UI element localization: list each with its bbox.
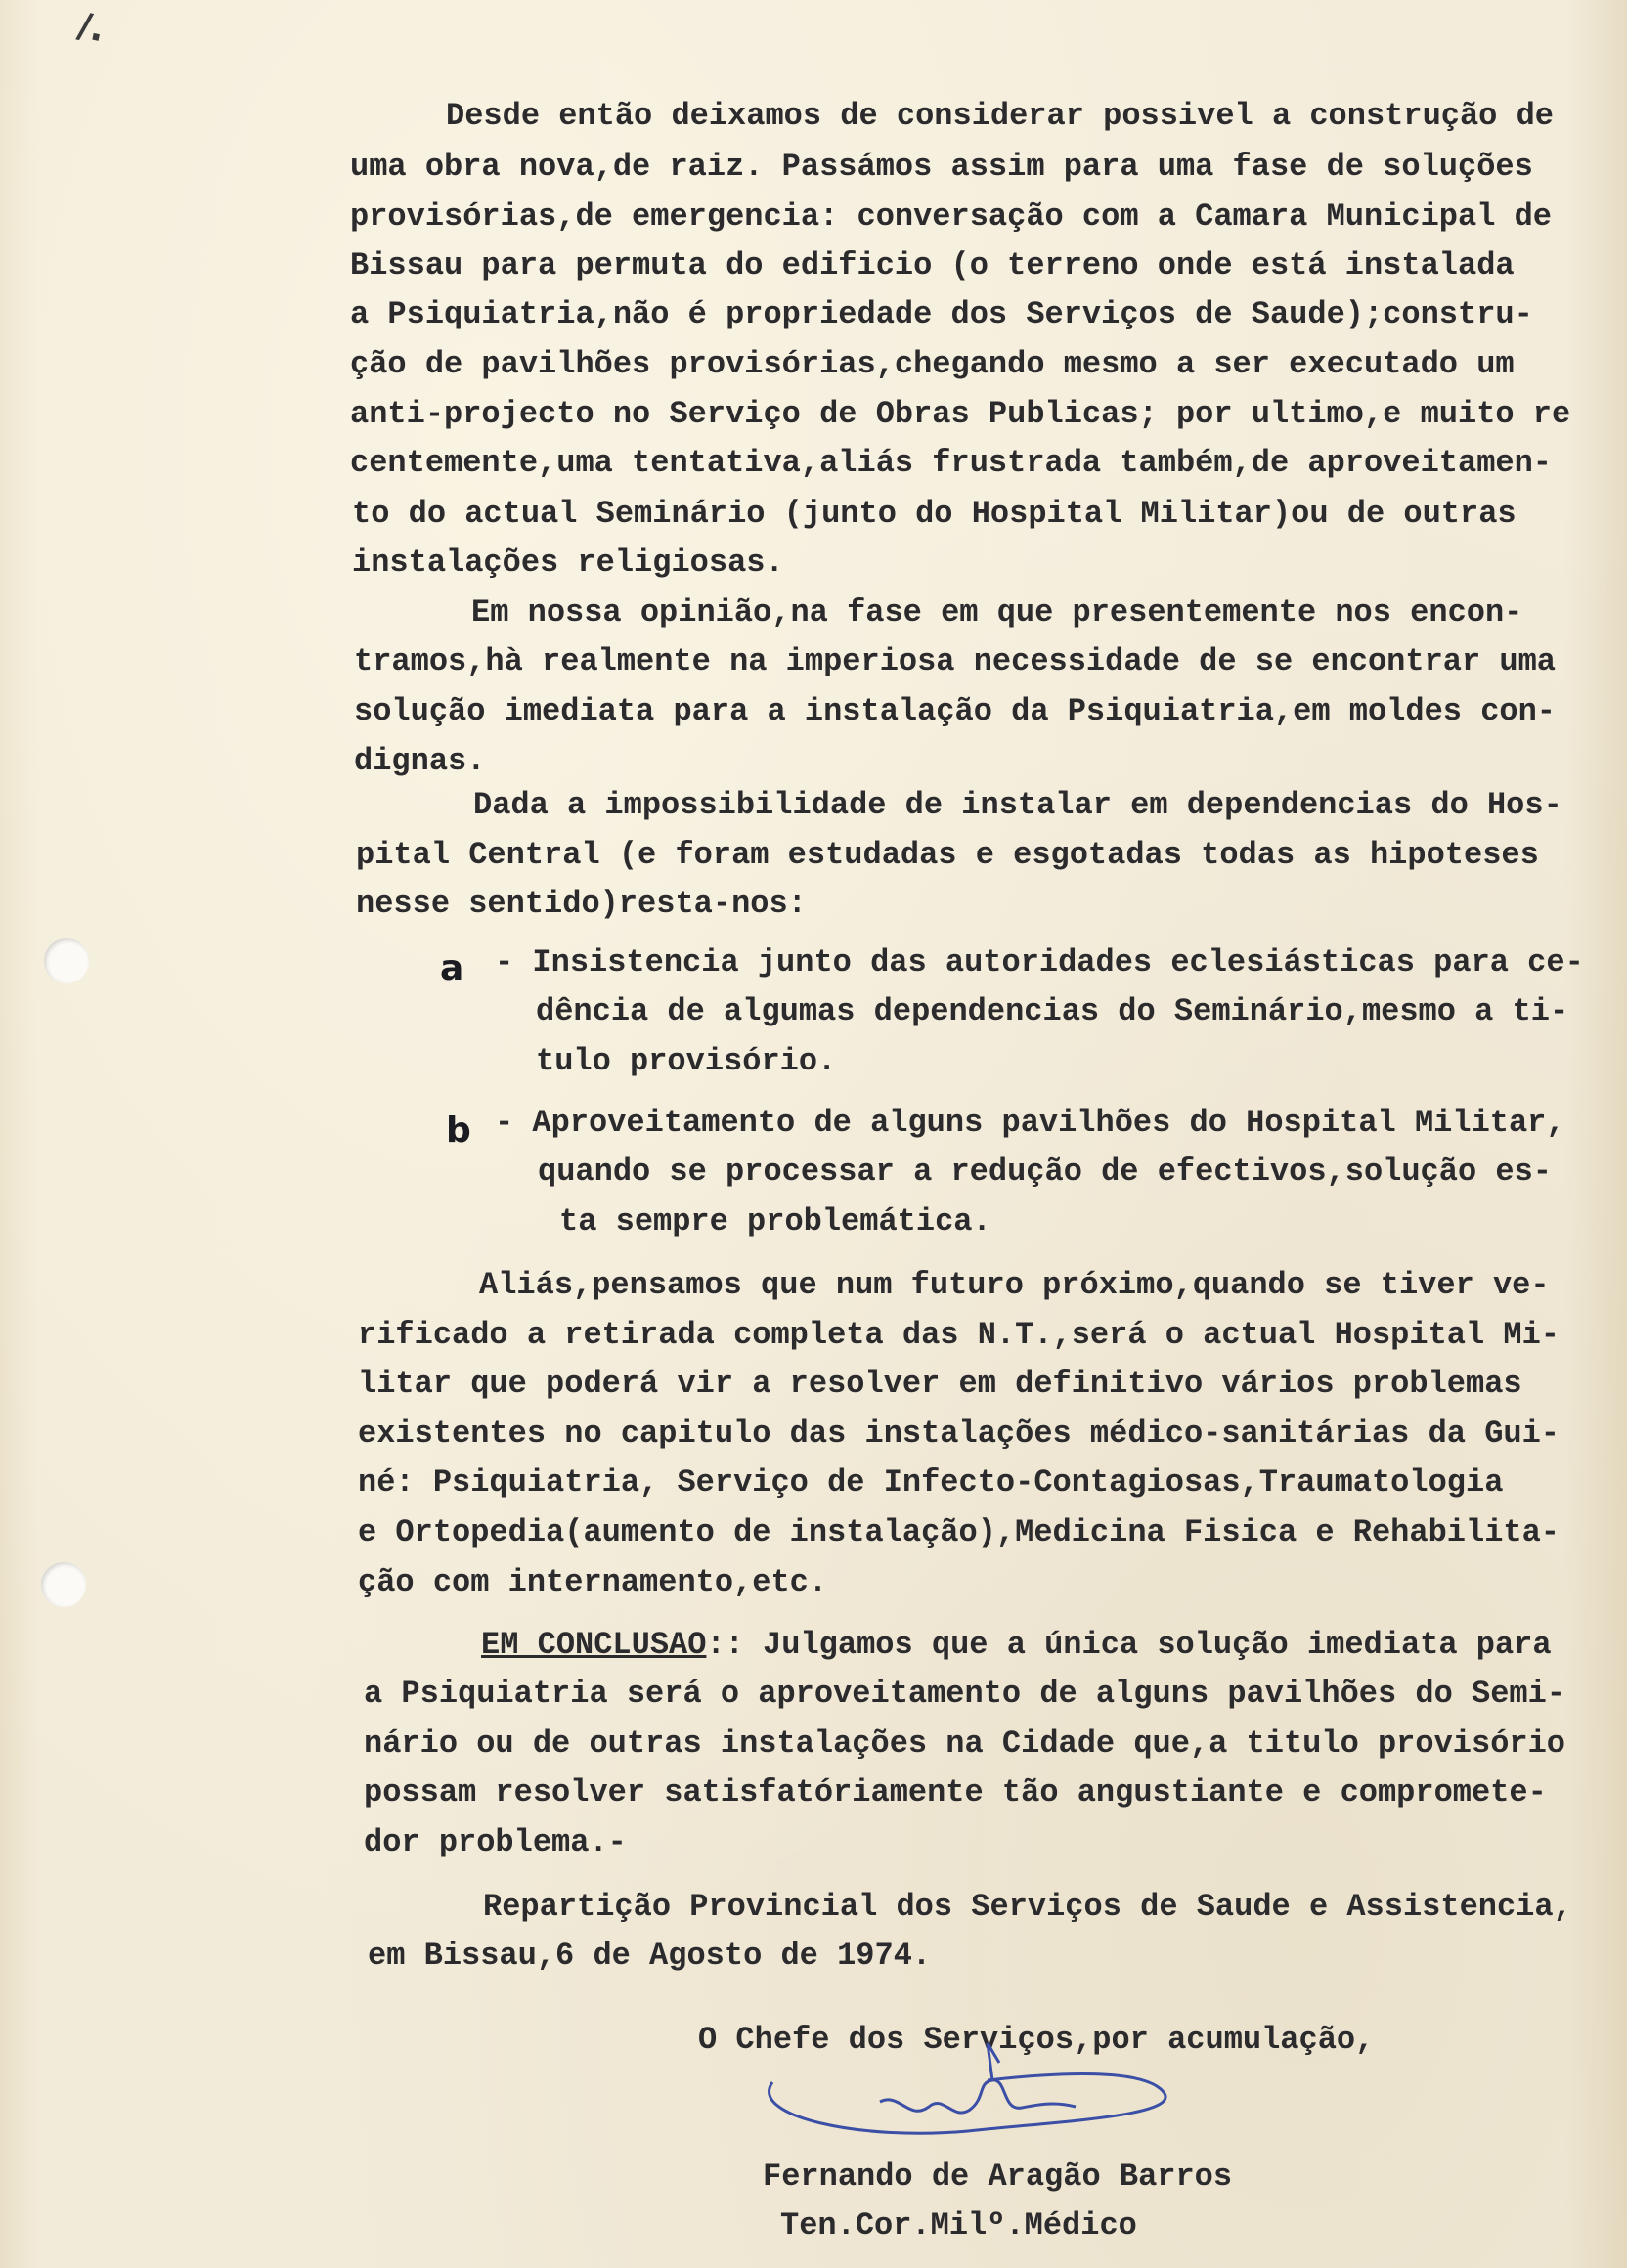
paragraph-2-line-1: Em nossa opinião,na fase em que presentemente nos encon-	[471, 594, 1523, 631]
paragraph-1-line-4: Bissau para permuta do edificio (o terreno onde está instalada	[350, 247, 1515, 284]
paragraph-1-line-3: provisórias,de emergencia: conversação com a Camara Municipal de	[350, 198, 1552, 235]
conclusion-first-text: :: Julgamos que a única solução imediata para	[706, 1627, 1552, 1663]
binder-hole-icon	[44, 938, 89, 983]
conclusion-line-2: a Psiquiatria será o aproveitamento de alguns pavilhões do Semi-	[364, 1676, 1565, 1712]
paragraph-1-line-7: anti-projecto no Serviço de Obras Publicas; por ultimo,e muito re	[350, 396, 1571, 432]
paragraph-1-line-1: Desde então deixamos de considerar possivel a construção de	[446, 98, 1554, 134]
item-a-line-3: tulo provisório.	[536, 1043, 837, 1079]
paragraph-4-line-3: litar que poderá vir a resolver em definitivo vários problemas	[358, 1366, 1522, 1402]
item-b-marker: b	[446, 1111, 471, 1151]
signer-rank: Ten.Cor.Milº.Médico	[780, 2207, 1137, 2244]
conclusion-line-3: nário ou de outras instalações na Cidade que,a titulo provisório	[364, 1725, 1565, 1762]
signoff-text: O Chefe dos Serviços,por acumulação,	[698, 2022, 1375, 2058]
conclusion-line-1	[481, 1627, 1552, 1663]
paragraph-1-line-2: uma obra nova,de raiz. Passámos assim para uma fase de soluções	[350, 149, 1533, 185]
paragraph-3-line-2: pital Central (e foram estudadas e esgotadas todas as hipoteses	[356, 837, 1539, 873]
paragraph-2-line-2: tramos,hà realmente na imperiosa necessidade de se encontrar uma	[354, 643, 1556, 679]
paragraph-4-line-5: né: Psiquiatria, Serviço de Infecto-Contagiosas,Traumatologia	[358, 1464, 1504, 1501]
paragraph-1-line-8: centemente,uma tentativa,aliás frustrada também,de aproveitamen-	[350, 445, 1552, 481]
paragraph-1-line-6: ção de pavilhões provisórias,chegando mesmo a ser executado um	[350, 346, 1515, 382]
handwritten-top-mark: /.	[74, 5, 109, 51]
binder-hole-icon	[41, 1562, 86, 1607]
item-a-line-2: dência de algumas dependencias do Seminário,mesmo a ti-	[536, 993, 1569, 1029]
item-a-line-1: - Insistencia junto das autoridades eclesiásticas para ce-	[495, 944, 1584, 981]
closing-line-2: em Bissau,6 de Agosto de 1974.	[368, 1938, 932, 1974]
item-b-line-3: ta sempre problemática.	[559, 1203, 991, 1240]
paragraph-2-line-3: solução imediata para a instalação da Psiquiatria,em moldes con-	[354, 693, 1556, 729]
handwritten-signature-icon	[743, 2024, 1193, 2170]
paragraph-1-line-9: to do actual Seminário (junto do Hospital Militar)ou de outras	[352, 496, 1517, 532]
conclusion-line-5: dor problema.-	[364, 1824, 627, 1860]
item-b-line-1: - Aproveitamento de alguns pavilhões do Hospital Militar,	[495, 1105, 1565, 1141]
paragraph-1-line-5: a Psiquiatria,não é propriedade dos Serviços de Saude);constru-	[350, 296, 1533, 332]
paragraph-1-line-10: instalações religiosas.	[352, 545, 784, 581]
paragraph-4-line-6: e Ortopedia(aumento de instalação),Medicina Fisica e Rehabilita-	[358, 1514, 1560, 1550]
paragraph-4-line-1: Aliás,pensamos que num futuro próximo,quando se tiver ve-	[479, 1267, 1550, 1303]
paragraph-2-line-4: dignas.	[354, 743, 486, 779]
closing-line-1: Repartição Provincial dos Serviços de Saude e Assistencia,	[483, 1889, 1572, 1925]
paragraph-3-line-3: nesse sentido)resta-nos:	[356, 886, 807, 922]
item-b-line-2: quando se processar a redução de efectivos,solução es-	[538, 1154, 1552, 1190]
paragraph-4-line-2: rificado a retirada completa das N.T.,será o actual Hospital Mi-	[358, 1317, 1560, 1353]
item-a-marker: a	[440, 948, 464, 988]
paragraph-4-line-4: existentes no capitulo das instalações médico-sanitárias da Gui-	[358, 1416, 1560, 1452]
conclusion-label: EM CONCLUSAO	[481, 1627, 707, 1663]
paragraph-4-line-7: ção com internamento,etc.	[358, 1564, 828, 1600]
paragraph-3-line-1: Dada a impossibilidade de instalar em dependencias do Hos-	[473, 787, 1562, 823]
conclusion-line-4: possam resolver satisfatóriamente tão angustiante e compromete-	[364, 1774, 1547, 1810]
signer-name: Fernando de Aragão Barros	[763, 2159, 1233, 2195]
